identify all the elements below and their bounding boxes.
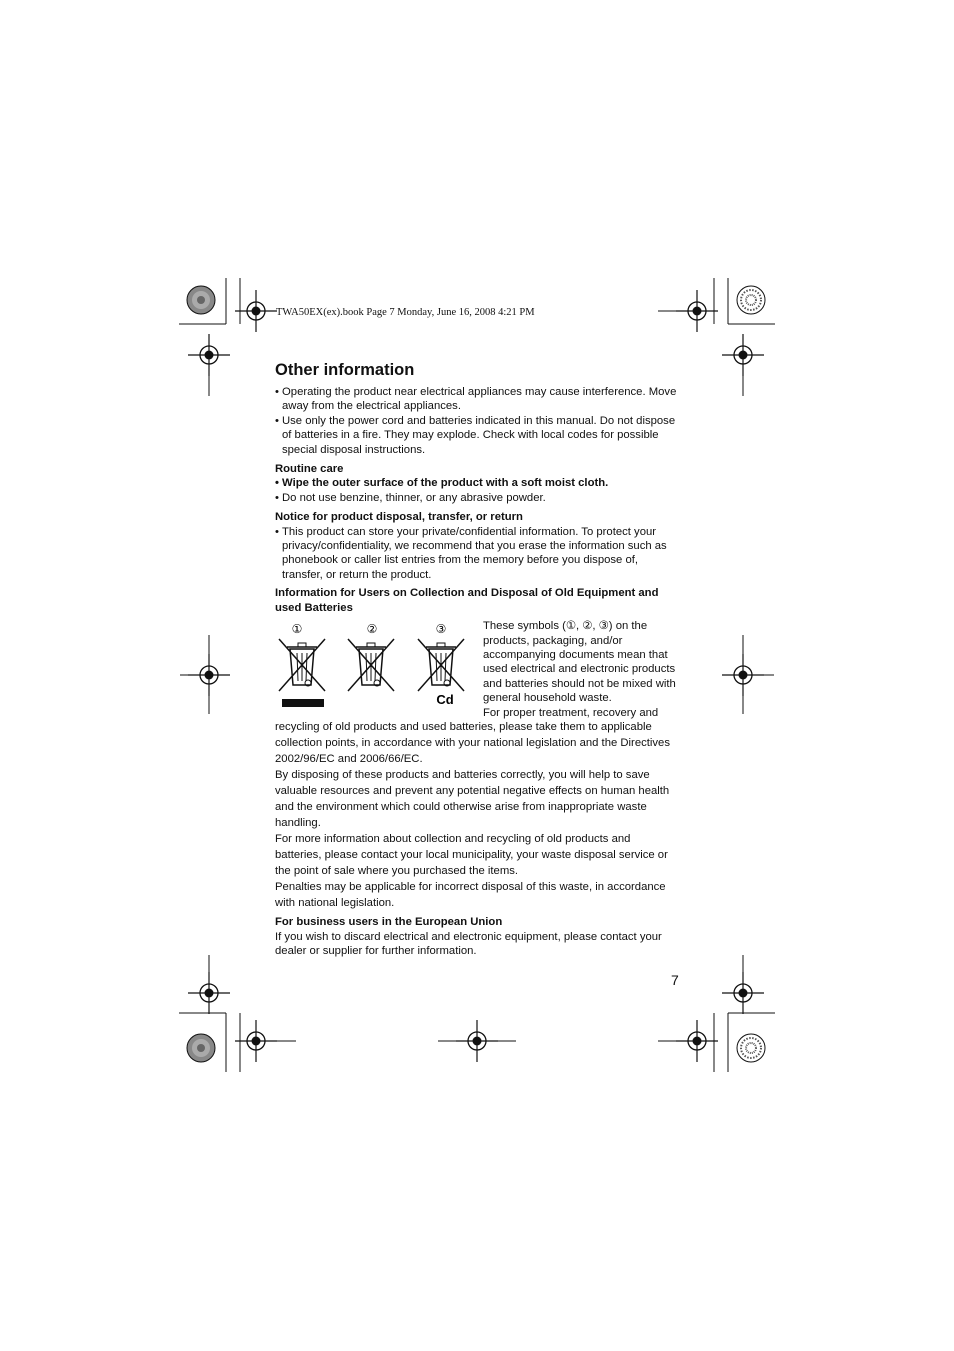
page-content (275, 360, 679, 958)
disposal-notice-list (275, 525, 679, 583)
weee-paragraph-1: recycling of old products and used batteries, please take them to applicable collection points, in accordance with your national legislation and the Directives 2002/96/EC and 2006/66/EC. (275, 721, 670, 766)
registration-mark-bottom-center (456, 1020, 498, 1062)
crossed-bin-cd-icon (418, 639, 464, 691)
registration-mark-middle-right (722, 654, 764, 696)
weee-paragraph-4: Penalties may be applicable for incorrect disposal of this waste, in accordance with national legislation. (275, 881, 666, 910)
weee-paragraph-2: By disposing of these products and batteries correctly, you will help to save valuable resources and prevent any potential negative effects on human health and the environment which could otherwise arise from inappropriate waste handling. (275, 769, 670, 830)
routine-care-list (275, 476, 679, 505)
weee-paragraph-3: For more information about collection and recycling of old products and batteries, please contact your local municipality, your waste disposal service or the point of sale where you purchased the items. (275, 833, 668, 878)
registration-mark-bottom-left-2 (235, 1020, 277, 1062)
weee-symbols-row (275, 619, 679, 719)
list-item: • Do not use benzine, thinner, or any abrasive powder. (275, 491, 679, 505)
symbol-label-2: ② (366, 622, 378, 637)
star-target-bottom-left (187, 1034, 215, 1062)
registration-mark-top-left-2 (188, 334, 230, 376)
weee-symbols (275, 619, 480, 719)
registration-mark-top-left-1 (235, 290, 277, 332)
registration-mark-top-right-1 (676, 290, 718, 332)
page-number: 7 (671, 972, 679, 988)
business-heading: For business users in the European Union (275, 916, 503, 929)
crossed-bin-icon (348, 639, 394, 691)
weee-paragraphs (275, 719, 679, 911)
weee-heading: Information for Users on Collection and Disposal of Old Equipment and used Batteries (275, 587, 659, 614)
list-item: • Operating the product near electrical appliances may cause interference. Move away from the electrical appliances. (275, 385, 679, 414)
registration-mark-bottom-left-1 (188, 972, 230, 1014)
weee-side-paragraph: These symbols (①, ②, ③) on the products, packaging, and/or accompanying documents mean that used electrical and electronic products and batteries should not be mixed with general household waste. (483, 620, 676, 705)
routine-care-heading: Routine care (275, 463, 344, 476)
disposal-notice-heading: Notice for product disposal, transfer, or return (275, 511, 523, 524)
symbol-label-1: ① (291, 622, 303, 637)
intro-list (275, 385, 679, 457)
star-target-top-right (737, 286, 765, 314)
weee-side-paragraph-2: For proper treatment, recovery and (483, 706, 659, 719)
star-target-top-left (187, 286, 215, 314)
crossed-bin-with-bar-icon (279, 639, 325, 707)
registration-mark-bottom-right-2 (676, 1020, 718, 1062)
list-item: • Wipe the outer surface of the product with a soft moist cloth. (275, 476, 679, 490)
list-item: • Use only the power cord and batteries indicated in this manual. Do not dispose of batteries in a fire. They may explode. Check with local codes for possible special disposal instructions. (275, 414, 679, 457)
cd-label: Cd (436, 692, 454, 708)
weee-side-text (483, 619, 681, 720)
page-title: Other information (275, 361, 415, 379)
symbol-label-3: ③ (435, 622, 447, 637)
print-header: TWA50EX(ex).book Page 7 Monday, June 16, 2008 4:21 PM (276, 307, 535, 318)
business-text: If you wish to discard electrical and electronic equipment, please contact your dealer or supplier for further information. (275, 930, 662, 957)
list-item: • This product can store your private/confidential information. To protect your privacy/confidentiality, we recommend that you erase the information such as phonebook or caller list entries from the memory before you dispose of, transfer, or return the product. (275, 525, 679, 583)
registration-mark-middle-left (188, 654, 230, 696)
registration-mark-top-right-2 (722, 334, 764, 376)
star-target-bottom-right (737, 1034, 765, 1062)
registration-mark-bottom-right-1 (722, 972, 764, 1014)
